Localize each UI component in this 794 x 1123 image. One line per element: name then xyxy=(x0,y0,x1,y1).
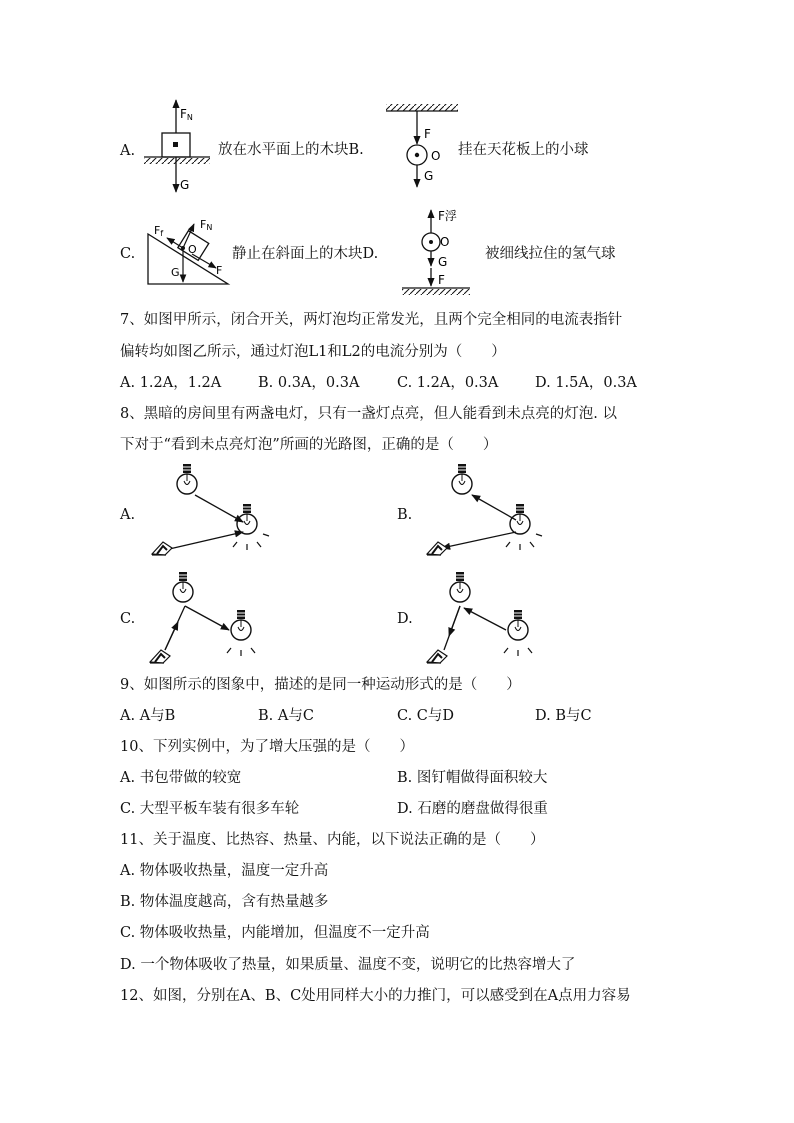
q7-option-a[interactable]: A. 1.2A，1.2A xyxy=(120,375,222,391)
q6-a-diagram xyxy=(140,96,218,196)
eye-icon xyxy=(427,542,447,555)
lit-bulb xyxy=(237,504,257,534)
q6-d-diagram xyxy=(398,204,474,296)
q6-c-diagram xyxy=(140,212,234,288)
svg-text:O: O xyxy=(188,243,197,256)
q8-option-a-label: A. xyxy=(120,507,136,523)
q6-b-text: 挂在天花板上的小球 xyxy=(458,142,589,158)
q7-option-c[interactable]: C. 1.2A，0.3A xyxy=(397,375,499,391)
q11-option-a[interactable]: A. 物体吸收热量，温度一定升高 xyxy=(120,863,329,879)
q10-stem: 10、下列实例中，为了增大压强的是（ ） xyxy=(120,739,414,755)
svg-text:G: G xyxy=(438,255,448,269)
q11-option-c[interactable]: C. 物体吸收热量，内能增加，但温度不一定升高 xyxy=(120,925,430,941)
svg-text:FN: FN xyxy=(200,218,213,232)
q9-stem: 9、如图所示的图象中，描述的是同一种运动形式的是（ ） xyxy=(120,677,521,693)
q6-b-diagram xyxy=(384,100,460,190)
svg-text:F: F xyxy=(438,273,445,287)
q8-option-d-label: D. xyxy=(397,611,413,627)
q8-option-b-label: B. xyxy=(397,507,413,523)
q8-d-diagram xyxy=(420,570,555,668)
q10-option-d[interactable]: D. 石磨的磨盘做得很重 xyxy=(397,801,548,817)
q7-option-b[interactable]: B. 0.3A，0.3A xyxy=(258,375,360,391)
q10-option-c[interactable]: C. 大型平板车装有很多车轮 xyxy=(120,801,300,817)
q6-option-c-label: C. xyxy=(120,246,136,262)
q7-stem-line1: 7、如图甲所示，闭合开关，两灯泡均正常发光，且两个完全相同的电流表指针 xyxy=(120,312,623,328)
svg-text:G: G xyxy=(171,266,180,279)
q11-option-d[interactable]: D. 一个物体吸收了热量，如果质量、温度不变，说明它的比热容增大了 xyxy=(120,957,576,973)
svg-text:O: O xyxy=(431,149,441,163)
q8-c-diagram xyxy=(145,570,280,668)
q8-b-diagram xyxy=(420,462,555,562)
svg-text:F浮: F浮 xyxy=(438,209,457,223)
q6-c-text: 静止在斜面上的木块D. xyxy=(232,246,379,262)
svg-text:F: F xyxy=(424,127,431,141)
q9-option-a[interactable]: A. A与B xyxy=(120,708,176,724)
lit-bulb xyxy=(231,610,251,640)
q8-stem-line1: 8、黑暗的房间里有两盏电灯，只有一盏灯点亮，但人能看到未点亮的灯泡. 以 xyxy=(120,406,617,422)
q10-option-b[interactable]: B. 图钉帽做得面积较大 xyxy=(397,770,548,786)
unlit-bulb xyxy=(452,464,472,494)
q8-stem-line2: 下对于“看到未点亮灯泡”所画的光路图，正确的是（ ） xyxy=(120,437,498,453)
svg-text:FN: FN xyxy=(180,107,193,122)
svg-text:G: G xyxy=(424,169,434,183)
q11-option-b[interactable]: B. 物体温度越高，含有热量越多 xyxy=(120,894,329,910)
q10-option-a[interactable]: A. 书包带做的较宽 xyxy=(120,770,242,786)
q9-option-d[interactable]: D. B与C xyxy=(535,708,592,724)
svg-text:F: F xyxy=(216,264,223,277)
q11-stem: 11、关于温度、比热容、热量、内能，以下说法正确的是（ ） xyxy=(120,832,545,848)
svg-text:O: O xyxy=(440,235,450,249)
unlit-bulb xyxy=(173,572,193,602)
unlit-bulb xyxy=(177,464,197,494)
q6-a-text: 放在水平面上的木块B. xyxy=(218,142,364,158)
q9-option-c[interactable]: C. C与D xyxy=(397,708,455,724)
eye-icon xyxy=(427,650,447,663)
q7-option-d[interactable]: D. 1.5A，0.3A xyxy=(535,375,637,391)
q6-option-a-label: A. xyxy=(120,143,136,159)
q6-d-text: 被细线拉住的氢气球 xyxy=(485,246,616,262)
q12-stem: 12、如图，分别在A、B、C处用同样大小的力推门，可以感受到在A点用力容易 xyxy=(120,988,631,1004)
q9-option-b[interactable]: B. A与C xyxy=(258,708,314,724)
q8-option-c-label: C. xyxy=(120,611,136,627)
q7-stem-line2: 偏转均如图乙所示，通过灯泡L1和L2的电流分别为（ ） xyxy=(120,344,506,360)
svg-text:G: G xyxy=(180,178,190,192)
unlit-bulb xyxy=(450,572,470,602)
eye-icon xyxy=(150,650,170,663)
lit-bulb xyxy=(508,610,528,640)
q8-a-diagram xyxy=(145,462,280,562)
eye-icon xyxy=(152,542,172,555)
svg-text:Ff: Ff xyxy=(154,224,164,238)
